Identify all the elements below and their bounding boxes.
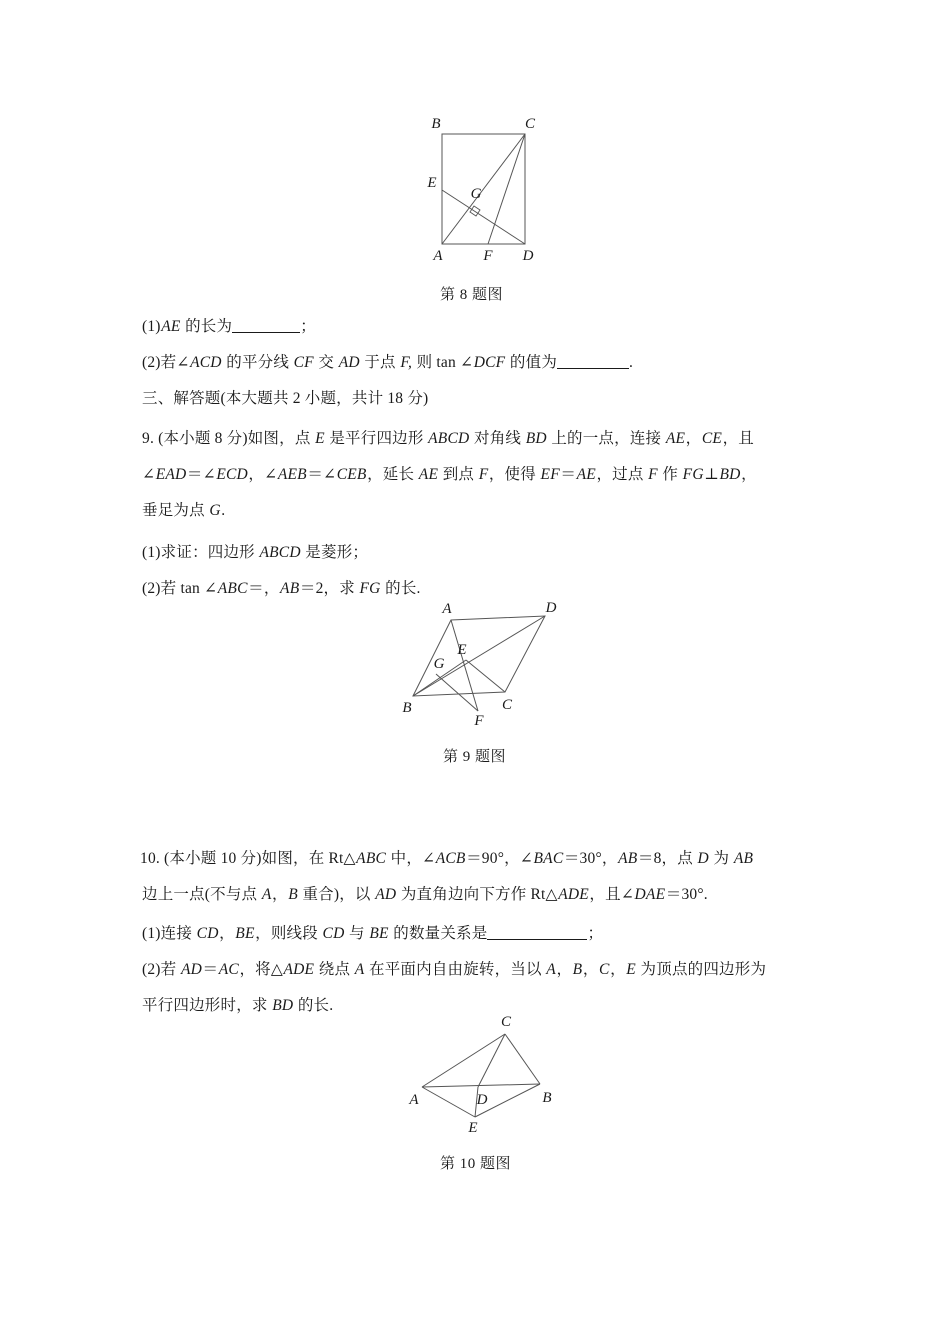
figure10-label-D: D [476,1092,488,1108]
q9-part2-v1: ABC [217,580,248,597]
q10-p1-t4: 的数量关系是 [389,925,488,942]
q10-part2 [142,962,766,978]
q8-part2-t3: 于点 [360,354,400,371]
figure9-label-E: E [457,642,467,658]
figure10-label-B: B [542,1090,552,1106]
q8-part2-answer-blank[interactable] [557,368,629,369]
figure-8 [420,112,550,272]
q9-part2 [142,581,421,597]
q9-l2-v4: CEB [336,466,367,483]
q10-p2-v1: AD [180,961,203,978]
q10-p2-v8: E [626,961,636,978]
figure9-label-A: A [442,601,452,617]
q10-l1-t2: ＝90°，∠ [466,850,533,867]
q9-l1-v5: CE [701,430,723,447]
q9-l2-t2: ，∠ [248,466,278,483]
q8-part2-t5: 的值为 [505,354,558,371]
figure9-label-F: F [474,713,484,728]
q8-part1-suffix: ； [300,318,316,335]
q10-l2-t1: ， [272,886,288,903]
q10-p1-t1: ， [219,925,235,942]
q10-line-3 [142,998,333,1014]
q10-part2-prefix: (2)若 [142,961,181,978]
q10-p2-t4: 在平面内自由旋转，当以 [364,961,546,978]
q10-l3-v1: BD [272,997,294,1014]
q9-l2-t11: ， [741,466,757,483]
q10-p2-v3: ADE [283,961,315,978]
figure8-label-D: D [522,248,534,264]
q9-part2-t1: ＝， [248,580,280,597]
q10-p1-v3: CD [322,925,345,942]
q10-p2-t1: ＝ [202,961,219,978]
figure8-label-F: F [483,248,493,264]
q10-l1-t5: 为 [709,850,734,867]
q9-l2-t1: ＝∠ [186,466,216,483]
q10-p1-v4: BE [369,925,389,942]
q9-part2-v2: AB [280,580,300,597]
q9-l1-v2: ABCD [428,430,470,447]
q8-part2-v5: DCF [473,354,506,371]
q8-part2-v1: ACD [190,354,222,371]
q10-l2-t4: ，且∠ [589,886,635,903]
q8-part2-v3: AD [338,354,360,371]
q10-l1-v4: AB [618,850,638,867]
q8-part1 [142,319,316,335]
q9-part1 [142,545,368,561]
q10-p2-v5: A [546,961,556,978]
q10-p2-v7: C [599,961,610,978]
figure-8-caption: 第 8 题图 [440,287,504,303]
q10-p2-v6: B [572,961,583,978]
q9-l1-v4: AE [665,430,686,447]
q10-p2-t7: ， [610,961,626,978]
q8-part1-mid: 的长为 [181,318,233,335]
q9-l3-t0: 垂足为点 [142,502,209,519]
q9-part2-v3: FG [359,580,381,597]
figure9-label-G: G [433,656,445,672]
q10-p1-v2: BE [235,925,255,942]
figure9-label-D: D [545,600,557,616]
q9-l1-v1: E [315,430,325,447]
q10-p1-v1: CD [196,925,219,942]
figure10-label-E: E [468,1120,478,1136]
figure8-label-C: C [524,116,536,132]
q10-l2-t3: 为直角边向下方作 Rt△ [396,886,558,903]
figure-10-caption: 第 10 题图 [440,1156,512,1172]
q10-l3-t0: 平行四边形时，求 [142,997,272,1014]
q10-l2-v3: AD [375,886,397,903]
q9-l3-t1: . [221,502,226,519]
q8-part2-t4: 则 tan ∠ [412,354,474,371]
q9-part2-t2: ＝2，求 [299,580,360,597]
q8-part1-var: AE [161,318,181,335]
q10-l3-t1: 的长. [293,997,334,1014]
q8-part2-t1: 的平分线 [222,354,294,371]
q9-l2-v10: FG [682,466,704,483]
q8-part2 [142,355,633,371]
q9-l1-v3: BD [525,430,547,447]
q9-part1-v1: ABCD [259,544,301,561]
q9-l2-t3: ＝∠ [307,466,337,483]
q8-part2-prefix: (2)若∠ [142,354,190,371]
figure8-label-E: E [427,175,437,191]
q9-l1-t1: 是平行四边形 [325,430,428,447]
q9-l2-v2: ECD [216,466,248,483]
q10-p2-t8: 为顶点的四边形为 [636,961,767,978]
q10-l1-t1: 中，∠ [386,850,436,867]
q9-l2-t9: 作 [658,466,683,483]
q9-l2-v9: F [648,466,658,483]
figure9-label-B: B [402,700,412,716]
q10-l1-v2: ACB [435,850,466,867]
q8-part2-suffix: . [629,354,634,371]
q9-part2-prefix: (2)若 tan ∠ [142,580,218,597]
q8-part2-v2: CF [293,354,314,371]
figure10-label-A: A [409,1092,419,1108]
q10-l2-t0: 边上一点(不与点 [142,886,262,903]
q9-l1-t5: ，且 [722,430,754,447]
figure-9 [395,598,575,728]
q9-l2-t0: ∠ [142,466,156,483]
q8-part2-t2: 交 [314,354,339,371]
q9-part1-suffix: 是菱形； [301,544,369,561]
q8-part2-v4: F, [400,354,413,371]
q10-part1-answer-blank[interactable] [487,939,587,940]
q10-p2-t6: ， [582,961,599,978]
q9-part1-prefix: (1)求证：四边形 [142,544,259,561]
q9-l2-t7: ＝ [560,466,577,483]
q10-p2-v2: AC [218,961,239,978]
q10-l2-t2: 重合)，以 [298,886,375,903]
q9-l1-t2: 对角线 [469,430,526,447]
q10-p2-t5: ， [556,961,573,978]
q8-part1-prefix: (1) [142,318,161,335]
q9-l2-t4: ，延长 [367,466,419,483]
q10-l2-v1: A [261,886,272,903]
q9-l3-v1: G [209,502,221,519]
q10-line-2 [142,887,708,903]
figure-9-caption: 第 9 题图 [443,749,507,765]
q9-l2-v7: EF [540,466,560,483]
q10-l1-v1: ABC [356,850,387,867]
q10-l2-v4: ADE [558,886,589,903]
q10-part1-suffix: ； [587,925,604,942]
q10-l1-v5: D [697,850,709,867]
q9-l2-v6: F [478,466,489,483]
q10-l2-v2: B [288,886,298,903]
q10-l1-v6: AB [733,850,754,867]
q9-line-1 [142,431,754,447]
q9-l2-t10: ⊥ [704,466,719,483]
q10-line-1 [140,851,754,867]
q9-l2-t6: ，使得 [488,466,541,483]
q9-l1-t3: 上的一点，连接 [547,430,666,447]
q10-part1-prefix: (1)连接 [142,925,197,942]
q10-l2-v5: DAE [634,886,666,903]
figure-10 [400,1012,580,1137]
section-3-heading: 三、解答题(本大题共 2 小题，共计 18 分) [142,390,429,407]
q9-l2-t5: 到点 [438,466,479,483]
q8-part1-answer-blank[interactable] [232,332,300,333]
figure8-label-A: A [433,248,443,264]
q9-line-3 [142,503,225,519]
q10-number: 10. (本小题 10 分)如图，在 Rt△ [140,850,356,867]
q9-number: 9. (本小题 8 分)如图，点 [142,430,315,447]
q10-p2-v4: A [354,961,365,978]
q9-part2-t3: 的长. [381,580,421,597]
figure10-label-C: C [500,1014,512,1030]
figure8-label-B: B [431,116,441,132]
figure9-label-C: C [501,697,513,713]
q10-l1-v3: BAC [533,850,564,867]
figure8-label-G: G [470,186,482,202]
q9-l2-v3: AEB [277,466,307,483]
q9-line-2 [142,467,757,483]
q9-l1-t4: ， [685,430,702,447]
q10-p2-t3: 绕点 [314,961,355,978]
q9-l2-v5: AE [418,466,439,483]
q10-l2-t5: ＝30°. [665,886,708,903]
q10-l1-t4: ＝8，点 [637,850,698,867]
q9-l2-v11: BD [719,466,741,483]
q9-l2-v8: AE [576,466,596,483]
q10-p2-t2: ，将△ [239,961,283,978]
q9-l2-v1: EAD [155,466,187,483]
q10-part1 [142,926,603,942]
q10-p1-t2: ，则线段 [255,925,323,942]
q10-p1-t3: 与 [344,925,369,942]
q9-l2-t8: ，过点 [596,466,648,483]
q10-l1-t3: ＝30°， [563,850,618,867]
